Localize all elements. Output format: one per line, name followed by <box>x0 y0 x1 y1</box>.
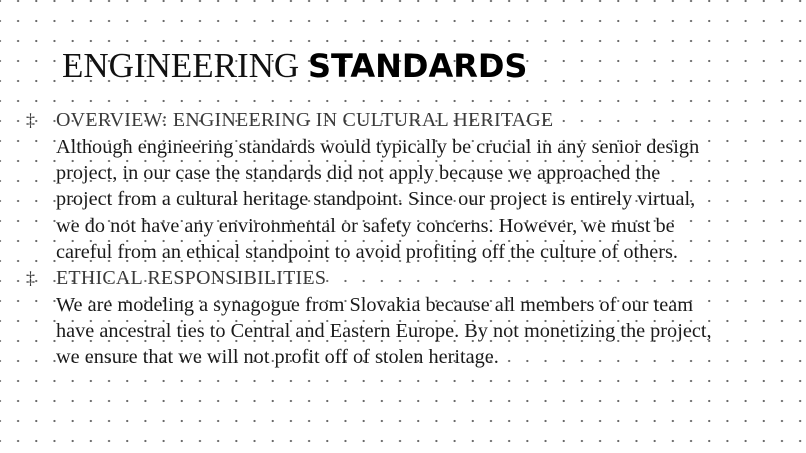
paragraph-line: Although engineering standards would typically be crucial in any senior design <box>56 136 700 158</box>
section-heading: OVERVIEW: ENGINEERING IN CULTURAL HERITAGE <box>56 109 554 131</box>
section-ethical-responsibilities <box>26 265 776 371</box>
bullet-row <box>26 107 776 134</box>
slide-content <box>26 107 776 371</box>
section-paragraph <box>56 292 776 371</box>
paragraph-line: project, in our case the standards did not apply because we approached the <box>56 162 661 185</box>
section-heading: ETHICAL RESPONSIBILITIES <box>56 267 327 290</box>
paragraph-line: project from a cultural heritage standpoint. Since our project is entirely virtual, <box>56 188 696 211</box>
bullet-row <box>26 265 776 292</box>
title-bold: STANDARDS <box>307 47 528 85</box>
paragraph-line: we ensure that we will not profit off of stolen heritage. <box>56 346 499 369</box>
section-paragraph <box>56 134 776 265</box>
paragraph-line: have ancestral ties to Central and Eastern Europe. By not monetizing the project, <box>56 320 712 343</box>
paragraph-line: careful from an ethical standpoint to avoid profiting off the culture of others. <box>56 240 678 263</box>
title-light: ENGINEERING <box>62 46 300 85</box>
paragraph-line: We are modeling a synagogue from Slovakia because all members of our team <box>56 294 694 317</box>
slide-title <box>62 44 527 88</box>
double-dagger-bullet-icon: ‡ <box>26 110 35 130</box>
section-overview <box>26 107 776 265</box>
double-dagger-bullet-icon: ‡ <box>26 268 35 289</box>
paragraph-line: we do not have any environmental or safety concerns. However, we must be <box>56 214 675 237</box>
